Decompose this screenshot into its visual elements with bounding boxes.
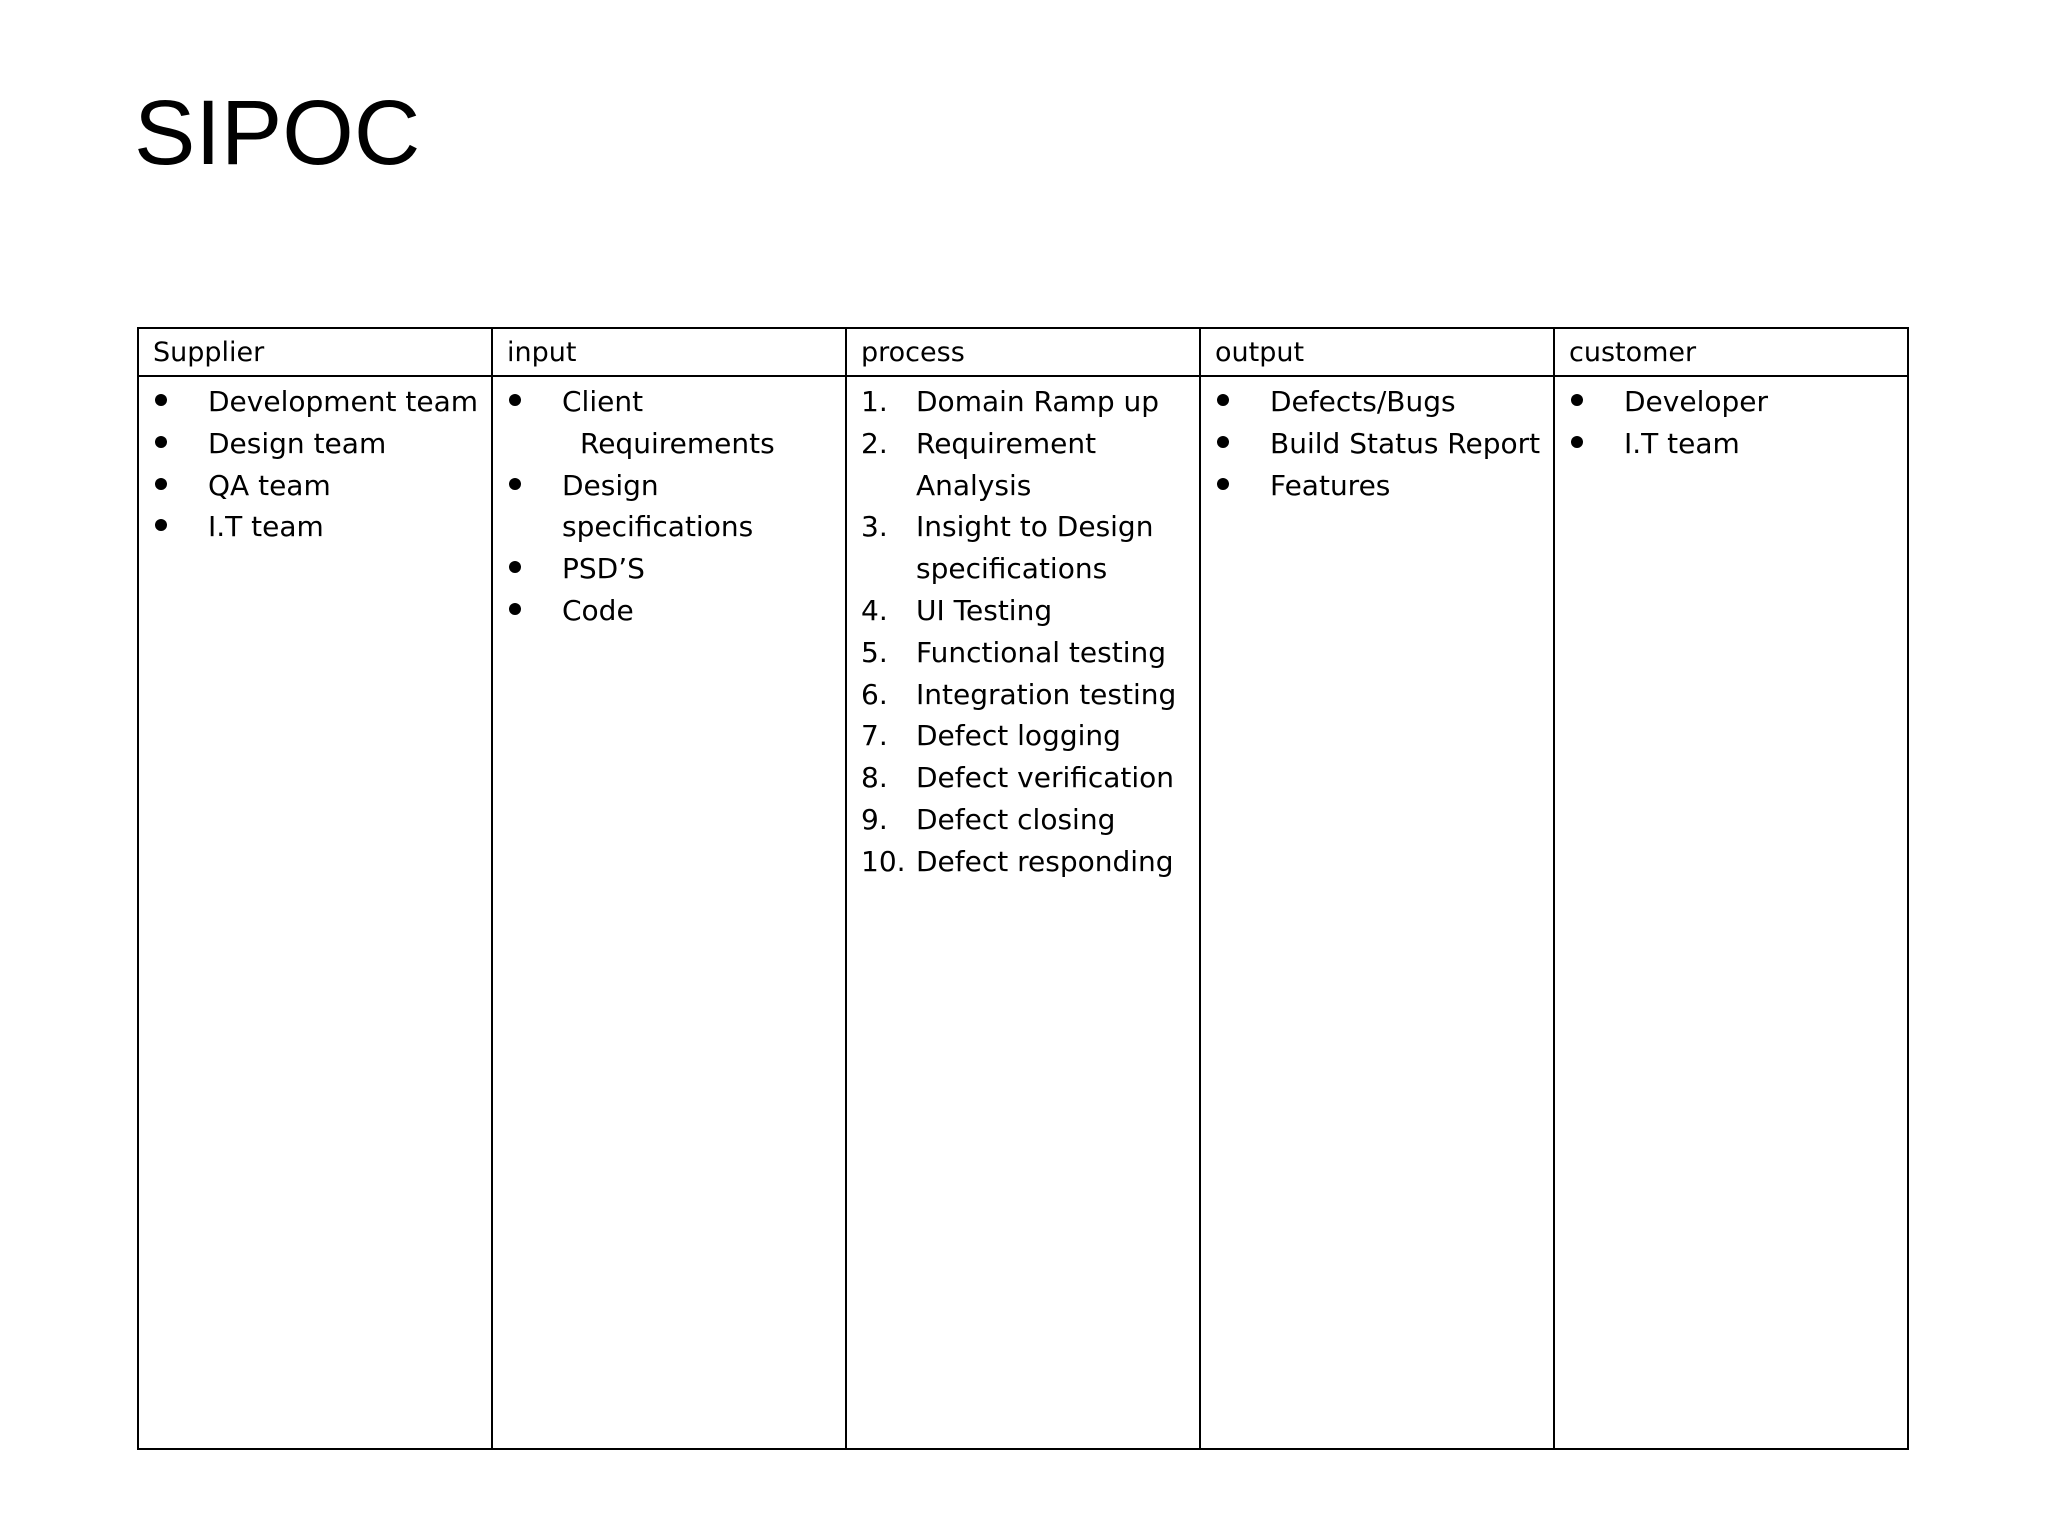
process-item-label: Insight to Design (916, 510, 1154, 544)
item-number: 8. (861, 761, 888, 795)
item-number: 10. (861, 844, 906, 878)
input-list (507, 381, 835, 632)
list-item (1215, 423, 1543, 465)
sipoc-table (137, 327, 1909, 1450)
item-number: 4. (861, 593, 888, 627)
list-item (507, 590, 835, 632)
output-cell (1200, 376, 1554, 1449)
process-list (861, 381, 1189, 883)
header-output: output (1200, 328, 1554, 376)
supplier-item-label: Development team (208, 385, 479, 418)
item-number: 5. (861, 635, 888, 669)
input-item-label: Code (562, 593, 634, 627)
process-item-label-continued: specifications (916, 552, 1108, 586)
item-number: 2. (861, 426, 888, 460)
input-cell (492, 376, 846, 1449)
list-item (861, 423, 1189, 507)
process-item-label: Defect closing (916, 802, 1116, 836)
input-item-label: PSD’S (562, 552, 645, 586)
list-item (861, 715, 1189, 757)
customer-list (1569, 381, 1897, 465)
list-item (861, 757, 1189, 799)
bullet-icon (507, 590, 557, 632)
list-item (1569, 423, 1897, 465)
input-item-label-continued: specifications (562, 510, 754, 544)
output-list (1215, 381, 1543, 506)
process-item-label-continued: Analysis (916, 468, 1032, 502)
bullet-icon (1215, 423, 1265, 465)
process-item-label: UI Testing (916, 593, 1053, 627)
bullet-icon (153, 423, 203, 465)
item-number: 9. (861, 802, 888, 836)
item-number: 1. (861, 385, 888, 418)
input-item-label: Client (562, 385, 644, 418)
output-item-label: Build Status Report (1270, 426, 1541, 460)
header-input: input (492, 328, 846, 376)
list-item (861, 799, 1189, 841)
customer-cell (1554, 376, 1908, 1449)
list-item (861, 590, 1189, 632)
process-item-label: Domain Ramp up (916, 385, 1160, 418)
bullet-icon (153, 465, 203, 507)
list-item (507, 548, 835, 590)
bullet-icon (507, 381, 557, 423)
supplier-item-label: I.T team (208, 510, 324, 544)
process-item-label: Functional testing (916, 635, 1167, 669)
table-body-row (138, 376, 1908, 1449)
list-item (861, 506, 1189, 590)
customer-item-label: I.T team (1624, 426, 1740, 460)
page-title: SIPOC (134, 82, 421, 184)
table-header-row (138, 328, 1908, 376)
list-item (153, 423, 481, 465)
list-item (153, 381, 481, 423)
customer-item-label: Developer (1624, 385, 1769, 418)
list-item (1569, 381, 1897, 423)
input-item-label: Design (562, 468, 659, 502)
header-process: process (846, 328, 1200, 376)
output-item-label: Features (1270, 468, 1391, 502)
list-item (861, 674, 1189, 716)
list-item (507, 465, 835, 549)
input-item-label-continued: Requirements (580, 426, 775, 460)
bullet-icon (153, 381, 203, 423)
process-item-label: Integration testing (916, 677, 1177, 711)
supplier-list (153, 381, 481, 548)
supplier-item-label: QA team (208, 468, 331, 502)
item-number: 6. (861, 677, 888, 711)
process-item-label: Defect responding (916, 844, 1174, 878)
list-item (861, 632, 1189, 674)
bullet-icon (507, 548, 557, 590)
process-item-label: Defect verification (916, 761, 1175, 795)
header-customer: customer (1554, 328, 1908, 376)
process-cell (846, 376, 1200, 1449)
list-item (1215, 381, 1543, 423)
list-item (153, 465, 481, 507)
bullet-icon (1215, 381, 1265, 423)
bullet-icon (1569, 381, 1619, 423)
list-item (507, 381, 835, 465)
process-item-label: Defect logging (916, 719, 1121, 753)
bullet-icon (1569, 423, 1619, 465)
bullet-icon (1215, 465, 1265, 507)
list-item (861, 841, 1189, 883)
process-item-label: Requirement (916, 426, 1097, 460)
output-item-label: Defects/Bugs (1270, 385, 1456, 418)
item-number: 3. (861, 510, 888, 544)
header-supplier: Supplier (138, 328, 492, 376)
list-item (153, 506, 481, 548)
bullet-icon (507, 465, 557, 507)
list-item (1215, 465, 1543, 507)
supplier-cell (138, 376, 492, 1449)
list-item (861, 381, 1189, 423)
bullet-icon (153, 506, 203, 548)
item-number: 7. (861, 719, 888, 753)
supplier-item-label: Design team (208, 426, 387, 460)
